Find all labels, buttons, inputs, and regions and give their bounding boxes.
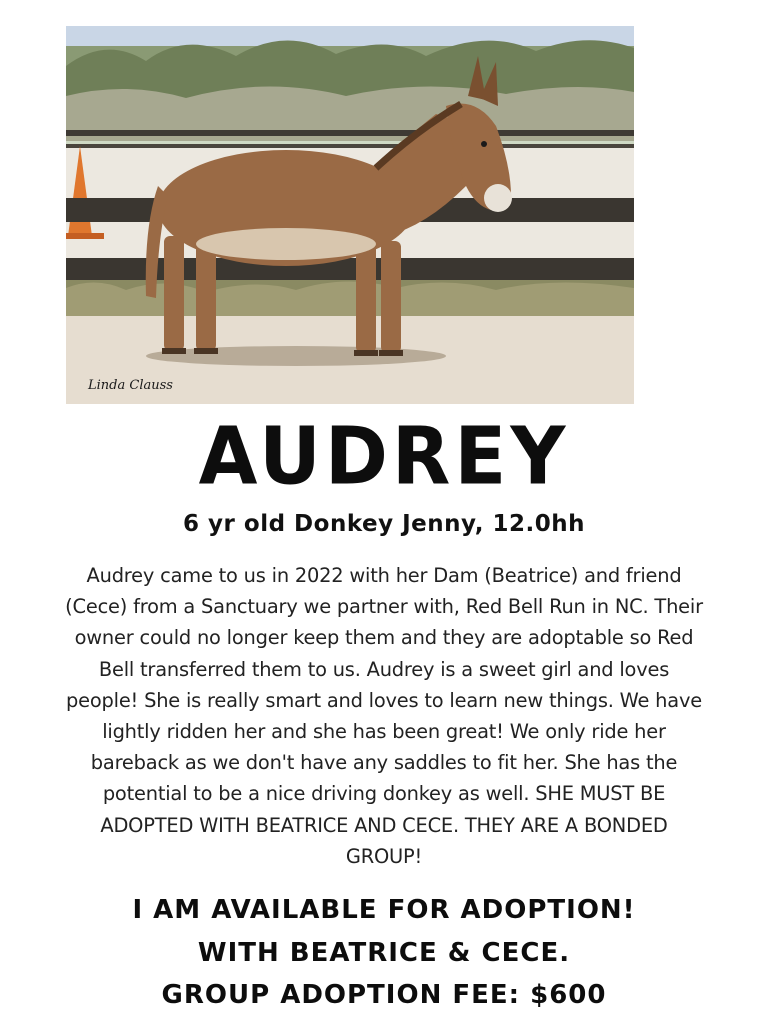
- animal-description: Audrey came to us in 2022 with her Dam (Beatrice) and friend (Cece) from a Sanctuary we partner with, Red Bell Run in NC. Their owner could no longer keep them and they are adoptable so Red Bell transferred them to us. Audrey is a sweet girl and loves people! She is really smart and loves to learn new things. We have lightly ridden her and she has been great! We only ride her bareback as we don't have any saddles to fit her. She has the potential to be a nice driving donkey as well. SHE MUST BE ADOPTED WITH BEATRICE AND CECE. THEY ARE A BONDED GROUP!: [65, 564, 703, 868]
- adoption-availability: I AM AVAILABLE FOR ADOPTION!: [132, 895, 636, 925]
- adoption-fee: GROUP ADOPTION FEE: $600: [161, 980, 607, 1010]
- adoption-companions: WITH BEATRICE & CECE.: [197, 938, 571, 968]
- donkey-photo: [66, 26, 634, 404]
- donkey-photo-illustration: [66, 26, 634, 404]
- photographer-watermark: Linda Clauss: [88, 378, 173, 393]
- animal-subtitle: 6 yr old Donkey Jenny, 12.0hh: [183, 511, 585, 537]
- animal-name-heading: AUDREY: [198, 408, 570, 503]
